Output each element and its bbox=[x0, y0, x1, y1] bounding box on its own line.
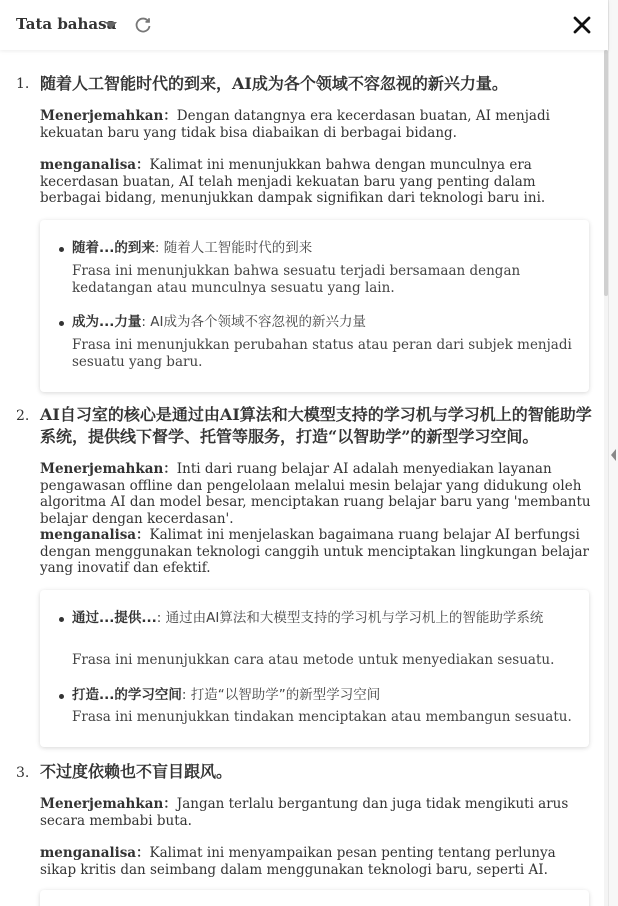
translate-text: Inti dari ruang belajar AI adalah menyediakan layanan pengawasan offline dan pengelolaan melalui mesin belajar yang didukung oleh algoritma AI dan model besar, menciptakan ruang belajar baru yang 'membantu belajar dengan kecerdasan'. bbox=[40, 461, 591, 527]
phrase-pattern-key: 随着...的到来 bbox=[72, 240, 155, 256]
source-sentence: 随着人工智能时代的到来，AI成为各个领域不容忽视的新兴力量。 bbox=[40, 74, 508, 93]
caret-down-icon[interactable] bbox=[105, 22, 117, 29]
phrase-card bbox=[40, 890, 589, 906]
phrase-card bbox=[40, 220, 589, 392]
panel-header bbox=[0, 0, 608, 50]
phrase-desc: Frasa ini menunjukkan cara atau metode untuk menyediakan sesuatu. bbox=[72, 652, 555, 668]
phrase-pattern-key: 成为...力量 bbox=[72, 314, 142, 330]
translate-label: Menerjemahkan： bbox=[40, 796, 177, 812]
item-number: 1. bbox=[16, 76, 30, 92]
phrase-pattern-key: 打造...的学习空间 bbox=[72, 687, 182, 703]
source-sentence: AI自习室的核心是通过由AI算法和大模型支持的学习机与学习机上的智能助学系统，提供线下督学、托管等服务，打造“以智助学”的新型学习空间。 bbox=[40, 405, 592, 446]
translate-text: Jangan terlalu bergantung dan juga tidak mengikuti arus secara membabi buta. bbox=[40, 796, 569, 829]
item-number: 2. bbox=[16, 408, 30, 424]
phrase-desc: Frasa ini menunjukkan bahwa sesuatu terjadi bersamaan dengan kedatangan atau munculnya sesuatu yang lain. bbox=[72, 263, 521, 296]
analysis bbox=[40, 845, 592, 878]
phrase-example: : AI成为各个领域不容忽视的新兴力量 bbox=[141, 314, 366, 330]
refresh-icon[interactable] bbox=[133, 15, 153, 35]
translate-label: Menerjemahkan： bbox=[40, 108, 177, 124]
item-number: 3. bbox=[16, 765, 30, 781]
analysis bbox=[40, 527, 592, 577]
phrase-pattern bbox=[72, 239, 572, 258]
bullet bbox=[59, 694, 64, 699]
translate-text: Dengan datangnya era kecerdasan buatan, AI menjadi kekuatan baru yang tidak bisa diabaikan di berbagai bidang. bbox=[40, 108, 550, 141]
phrase-card bbox=[40, 590, 589, 747]
phrase-pattern bbox=[72, 313, 572, 332]
phrase-desc: Frasa ini menunjukkan perubahan status atau peran dari subjek menjadi sesuatu yang baru. bbox=[72, 337, 572, 370]
phrase-pattern-key: 通过...提供... bbox=[72, 610, 157, 626]
grammar-title: Tata bahasa bbox=[16, 15, 117, 33]
collapse-handle-icon[interactable] bbox=[611, 449, 616, 461]
analyze-label: menganalisa： bbox=[40, 527, 150, 543]
bullet bbox=[59, 617, 64, 622]
grammar-content[interactable] bbox=[0, 50, 604, 906]
close-icon[interactable] bbox=[571, 14, 593, 36]
phrase-pattern bbox=[72, 686, 572, 705]
analyze-label: menganalisa： bbox=[40, 157, 150, 173]
source-sentence: 不过度依赖也不盲目跟风。 bbox=[40, 762, 233, 781]
translation bbox=[40, 796, 592, 829]
phrase-example: : 随着人工智能时代的到来 bbox=[154, 240, 313, 256]
phrase-desc: Frasa ini menunjukkan tindakan menciptakan atau membangun sesuatu. bbox=[72, 709, 572, 725]
phrase-example: : 通过由AI算法和大模型支持的学习机与学习机上的智能助学系统 bbox=[156, 610, 544, 626]
translate-label: Menerjemahkan： bbox=[40, 461, 177, 477]
phrase-pattern bbox=[72, 609, 572, 628]
analyze-text: Kalimat ini menjelaskan bagaimana ruang belajar AI berfungsi dengan menggunakan teknologi canggih untuk menciptakan lingkungan belajar yang inovatif dan efektif. bbox=[40, 527, 590, 576]
bullet bbox=[59, 321, 64, 326]
bullet bbox=[59, 247, 64, 252]
translation bbox=[40, 461, 592, 527]
phrase-example: : 打造“以智助学”的新型学习空间 bbox=[181, 687, 381, 703]
analyze-text: Kalimat ini menyampaikan pesan penting tentang perlunya sikap kritis dan seimbang dalam menggunakan teknologi baru, seperti AI. bbox=[40, 845, 556, 878]
analysis bbox=[40, 157, 592, 207]
translation bbox=[40, 108, 592, 141]
analyze-text: Kalimat ini menunjukkan bahwa dengan munculnya era kecerdasan buatan, AI telah menjadi kekuatan baru yang penting dalam berbagai bidang, menunjukkan dampak signifikan dari teknologi baru ini. bbox=[40, 157, 546, 206]
analyze-label: menganalisa： bbox=[40, 845, 150, 861]
